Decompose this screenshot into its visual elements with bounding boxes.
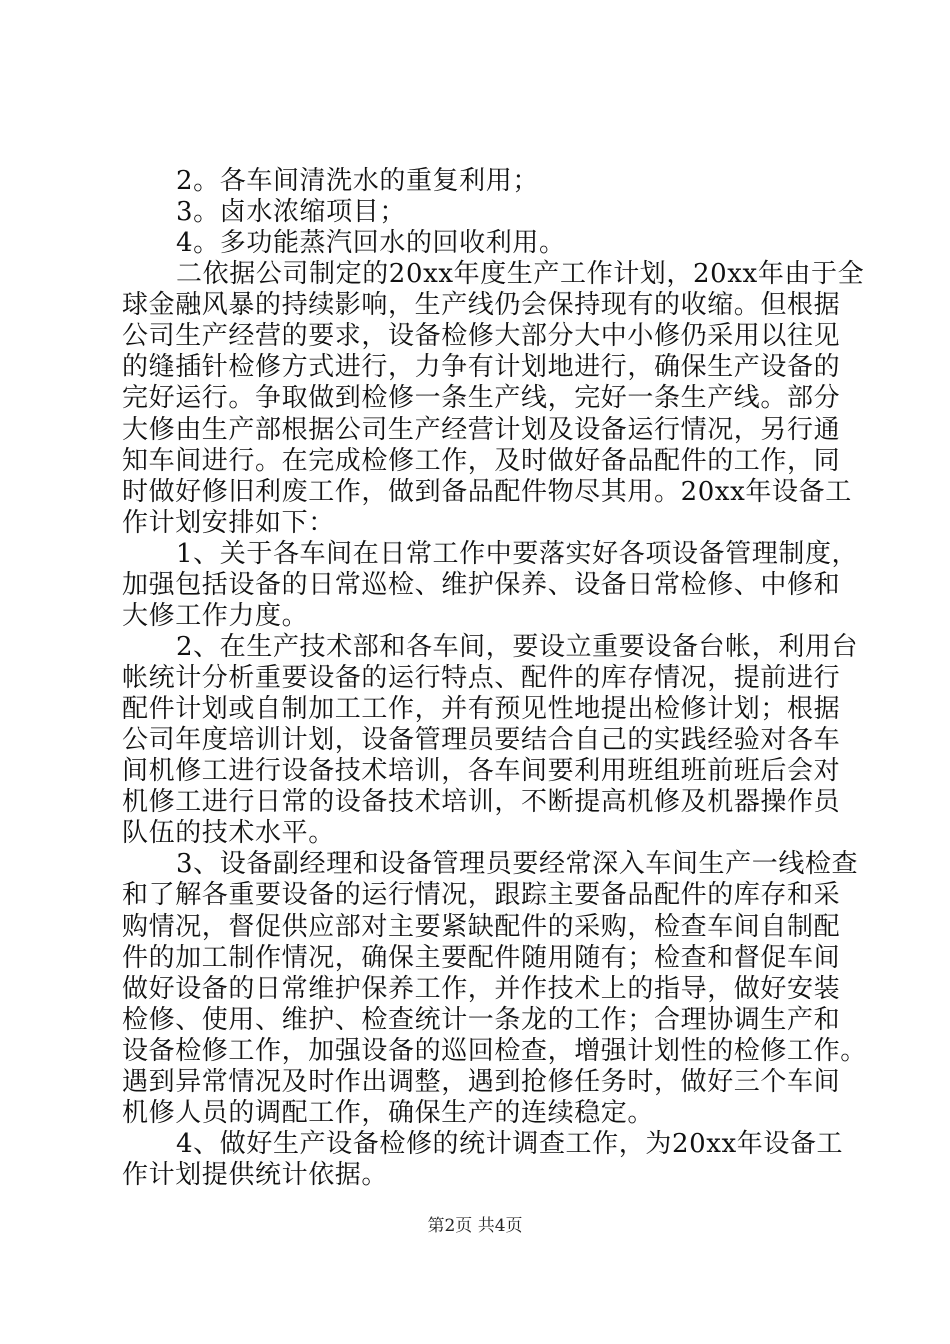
text-line: 遇到异常情况及时作出调整，遇到抢修任务时，做好三个车间	[122, 1067, 841, 1097]
text-line: 4、做好生产设备检修的统计调查工作，为20xx年设备工	[176, 1129, 844, 1159]
text-line: 设备检修工作，加强设备的巡回检查，增强计划性的检修工作。	[122, 1036, 867, 1066]
text-line: 大修由生产部根据公司生产经营计划及设备运行情况，另行通	[122, 415, 841, 445]
text-line: 帐统计分析重要设备的运行特点、配件的库存情况，提前进行	[122, 663, 841, 693]
text-line: 1、关于各车间在日常工作中要落实好各项设备管理制度，	[176, 539, 859, 569]
text-line: 作计划提供统计依据。	[122, 1160, 389, 1190]
text-line: 机修人员的调配工作，确保生产的连续稳定。	[122, 1098, 655, 1128]
text-line: 3。卤水浓缩项目；	[176, 197, 406, 227]
text-line: 3、设备副经理和设备管理员要经常深入车间生产一线检查	[176, 849, 859, 879]
text-line: 的缝插针检修方式进行，力争有计划地进行，确保生产设备的	[122, 352, 841, 382]
page-number-footer: 第2页 共4页	[427, 1216, 523, 1236]
text-line: 公司生产经营的要求，设备检修大部分大中小修仍采用以往见	[122, 321, 841, 351]
text-line: 时做好修旧利废工作，做到备品配件物尽其用。20xx年设备工	[122, 477, 852, 507]
text-line: 检修、使用、维护、检查统计一条龙的工作；合理协调生产和	[122, 1005, 841, 1035]
text-line: 件的加工制作情况，确保主要配件随用随有；检查和督促车间	[122, 943, 841, 973]
text-line: 机修工进行日常的设备技术培训，不断提高机修及机器操作员	[122, 787, 841, 817]
text-line: 作计划安排如下：	[122, 508, 335, 538]
text-line: 加强包括设备的日常巡检、维护保养、设备日常检修、中修和	[122, 570, 841, 600]
text-line: 2、在生产技术部和各车间，要设立重要设备台帐，利用台	[176, 632, 859, 662]
text-line: 公司年度培训计划，设备管理员要结合自己的实践经验对各车	[122, 725, 841, 755]
text-line: 和了解各重要设备的运行情况，跟踪主要备品配件的库存和采	[122, 880, 841, 910]
text-line: 球金融风暴的持续影响，生产线仍会保持现有的收缩。但根据	[122, 290, 841, 320]
text-line: 队伍的技术水平。	[122, 818, 335, 848]
text-line: 购情况，督促供应部对主要紧缺配件的采购，检查车间自制配	[122, 912, 841, 942]
text-line: 完好运行。争取做到检修一条生产线，完好一条生产线。部分	[122, 383, 841, 413]
text-line: 做好设备的日常维护保养工作，并作技术上的指导，做好安装	[122, 974, 841, 1004]
text-line: 配件计划或自制加工工作，并有预见性地提出检修计划；根据	[122, 694, 841, 724]
text-line: 知车间进行。在完成检修工作，及时做好备品配件的工作，同	[122, 446, 841, 476]
text-line: 间机修工进行设备技术培训，各车间要利用班组班前班后会对	[122, 756, 841, 786]
text-line: 大修工作力度。	[122, 601, 309, 631]
text-line: 4。多功能蒸汽回水的回收利用。	[176, 228, 566, 258]
text-line: 2。各车间清洗水的重复利用；	[176, 166, 539, 196]
text-line: 二依据公司制定的20xx年度生产工作计划，20xx年由于全	[176, 259, 865, 289]
